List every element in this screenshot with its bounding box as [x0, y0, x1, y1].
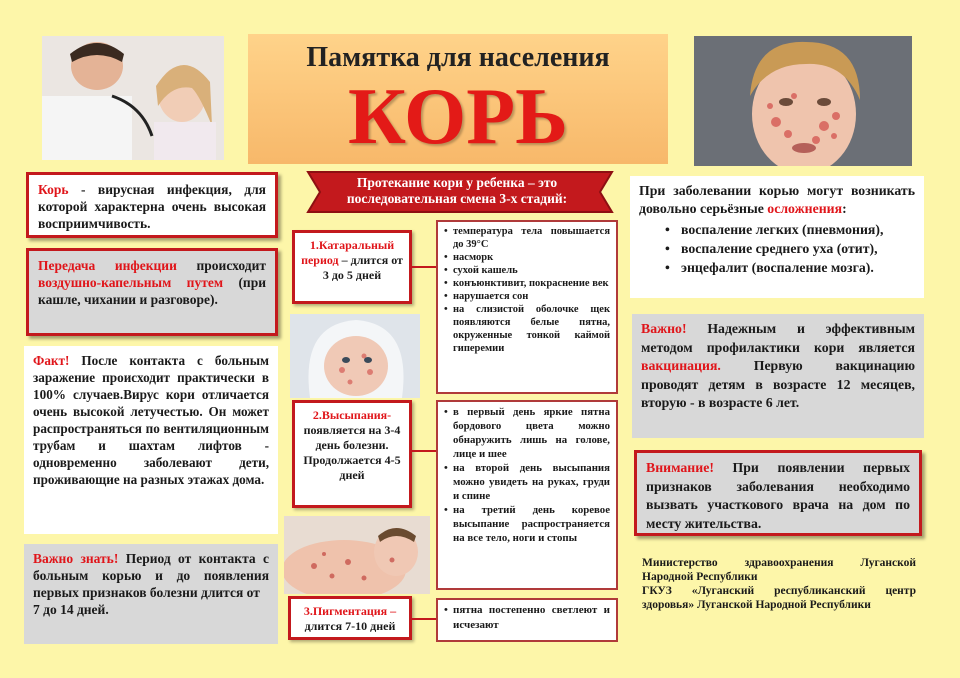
fact-box: [24, 346, 278, 534]
stage-3-connector: [412, 618, 436, 620]
attention-text: При появлении первых признаков заболевания необходимо вызвать участкового врача на дом по месту жительства.: [646, 460, 910, 531]
complication-item: • воспаление среднего уха (отит),: [639, 239, 915, 258]
attention-box: [634, 450, 922, 536]
important-know-range: 7 до 14 дней.: [33, 602, 109, 617]
symptom-item: • на третий день коревое высыпание распространяется на все тело, ноги и стопы: [444, 503, 610, 545]
symptom-item: • сухой кашель: [444, 264, 610, 277]
important-label: Важно!: [641, 321, 687, 336]
symptom-item: • температура тела повышается до 39°C: [444, 225, 610, 251]
stage-1-symptoms: [436, 220, 618, 394]
complications-box: [630, 176, 924, 298]
title-subheading: Памятка для населения: [306, 42, 610, 73]
transmission-box: [26, 248, 278, 336]
stage-2-symptoms: [436, 400, 618, 590]
complication-item: • энцефалит (воспаление мозга).: [639, 258, 915, 277]
complications-intro: При заболевании корью могут возникать довольно серьёзные: [639, 183, 915, 216]
symptom-item: • на второй день высыпания можно увидеть на руках, груди и спине: [444, 461, 610, 503]
photo-doctor-child: [42, 36, 224, 160]
stage-3-title: 3.Пигментация –: [303, 604, 397, 618]
stage-1-box: [292, 230, 412, 304]
stage-2-desc: появляется на 3-4 день болезни. Продолжается 4-5 дней: [303, 423, 401, 482]
complications-colon: :: [842, 201, 847, 216]
stage-1-desc: – длится от 3 до 5 дней: [322, 253, 403, 282]
footer-center: ГКУЗ «Луганский республиканский центр здоровья» Луганской Народной Республики: [642, 585, 916, 611]
symptom-item: • на слизистой оболочке щек появляются белые пятна, окруженные тонкой каймой гиперемии: [444, 303, 610, 355]
symptom-item: • конъюнктивит, покраснение век: [444, 277, 610, 290]
stage-1-connector: [412, 266, 436, 268]
title-block: [248, 34, 668, 164]
stages-banner: [300, 168, 620, 216]
stage-2-title: 2.Высыпания-: [312, 408, 392, 422]
important-text1: Надежным и эффективным методом профилактики кори является: [641, 321, 915, 355]
footer-ministry: Министерство здравоохранения Луганской Народной Республики: [642, 557, 916, 583]
photo-boy-rash: [694, 36, 912, 166]
definition-term: Корь: [38, 182, 69, 197]
attention-label: Внимание!: [646, 460, 714, 475]
stages-banner-text: Протекание кори у ребенка – это последовательная смена 3-х стадий:: [346, 175, 568, 206]
complication-item: • воспаление легких (пневмония),: [639, 220, 915, 239]
transmission-lead: Передача инфекции: [38, 258, 177, 273]
stage-3-symptoms: [436, 598, 618, 642]
important-know-text: Период от контакта с больным корью и до появления первых признаков болезни длится от: [33, 551, 269, 600]
important-box: [632, 314, 924, 438]
transmission-mid: происходит: [176, 258, 266, 273]
stage-2-box: [292, 400, 412, 508]
title-main: КОРЬ: [348, 73, 568, 161]
definition-text: - вирусная инфекция, для которой характерна очень высокая восприимчивость.: [38, 182, 266, 231]
symptom-item: • насморк: [444, 251, 610, 264]
important-vaccination: вакцинация.: [641, 358, 721, 373]
stage-3-box: [288, 596, 412, 640]
footer-credits: [642, 556, 916, 612]
fact-label: Факт!: [33, 353, 70, 368]
fact-text: После контакта с больным заражение происходит практически в 100% случаев.Вирус кори отличается очень высокой летучестью. Он может распространяться по вентиляционным трубам и шахтам лифтов - одновременно заболевают дети, проживающие на разных этажах дома.: [33, 353, 269, 487]
important-text2: Первую вакцинацию проводят детям в возрасте 12 месяцев, вторую - в возрасте 6 лет.: [641, 358, 915, 410]
important-know-label: Важно знать!: [33, 551, 119, 566]
symptom-item: • нарушается сон: [444, 290, 610, 303]
symptom-item: • в первый день яркие пятна бордового цвета можно обнаружить лишь на голове, лице и шее: [444, 405, 610, 461]
transmission-tail: (при кашле, чихании и разговоре).: [38, 275, 266, 307]
stage-3-desc: длится 7-10 дней: [304, 619, 396, 633]
stage-2-connector: [412, 450, 436, 452]
photo-child-body-rash: [284, 516, 430, 594]
complications-label: осложнения: [767, 201, 843, 216]
photo-baby-rash: [290, 314, 420, 398]
definition-box: [26, 172, 278, 238]
stage-1-title: 1.Катаральный период: [301, 238, 395, 267]
transmission-route: воздушно-капельным путем: [38, 275, 224, 290]
important-know-box: [24, 544, 278, 644]
symptom-item: • пятна постепенно светлеют и исчезают: [444, 603, 610, 633]
